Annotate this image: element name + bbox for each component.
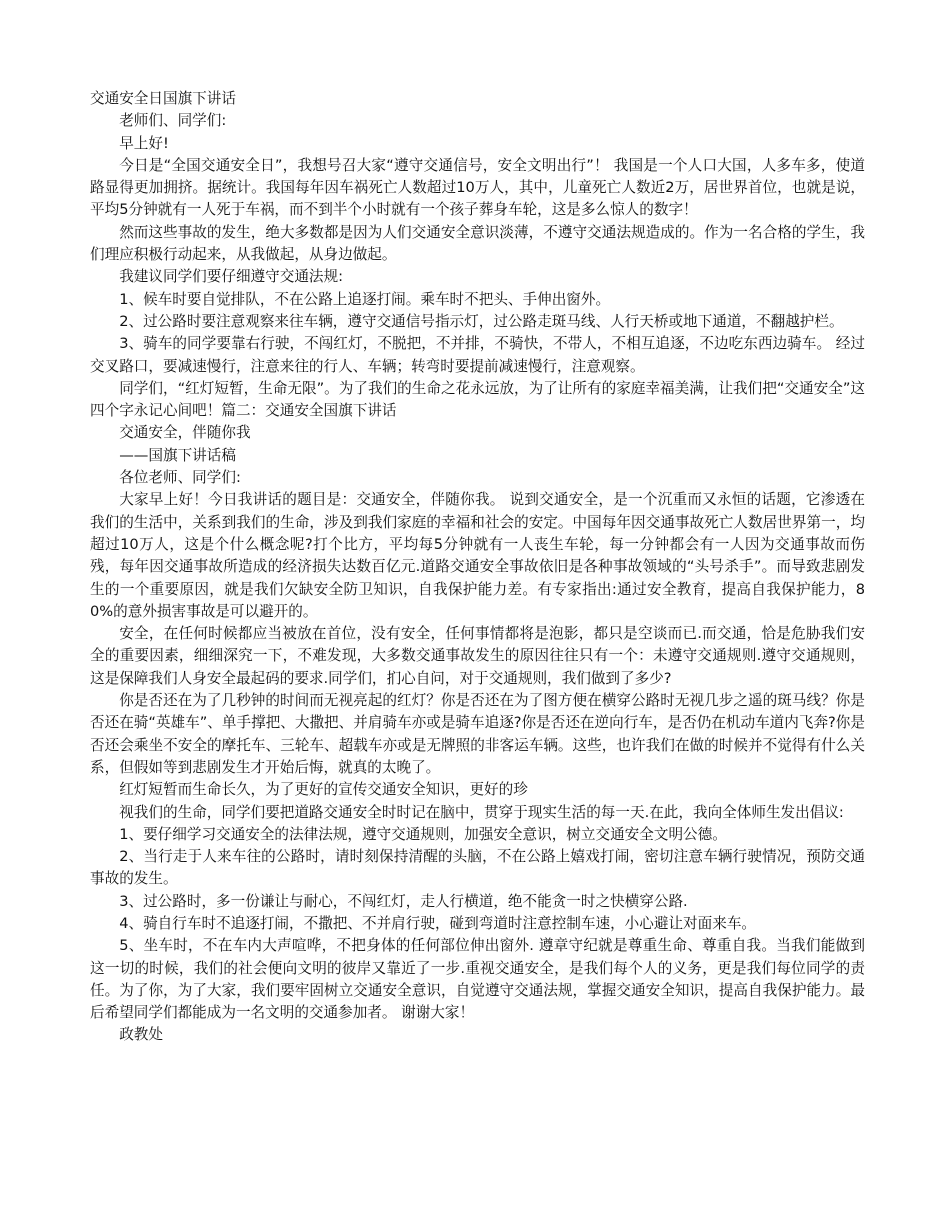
paragraph: 视我们的生命，同学们要把道路交通安全时时记在脑中，贯穿于现实生活的每一天.在此，我向全体师生发出倡议: xyxy=(119,803,844,821)
paragraph: 同学们，“红灯短暂，生命无限”。为了我们的生命之花永远放，为了让所有的家庭幸福美满，让我们把“交通安全”这四个字永记心间吧！篇二：交通安全国旗下讲话 xyxy=(90,379,865,420)
list-item: 2、过公路时要注意观察来往车辆，遵守交通信号指示灯，过公路走斑马线、人行天桥或地下通道，不翻越护栏。 xyxy=(119,312,844,330)
list-item: 1、候车时要自觉排队，不在公路上追逐打闹。乘车时不把头、手伸出窗外。 xyxy=(119,290,611,308)
list-item: 3、过公路时，多一份谦让与耐心，不闯红灯，走人行横道，绝不能贪一时之快横穿公路. xyxy=(119,892,688,910)
list-item: 1、要仔细学习交通安全的法律法规，遵守交通规则，加强安全意识，树立交通安全文明公德。 xyxy=(119,825,727,843)
salutation: 老师们、同学们: xyxy=(119,112,227,130)
paragraph: 红灯短暂而生命长久，为了更好的宣传交通安全知识，更好的珍 xyxy=(119,781,528,799)
salutation: 各位老师、同学们: xyxy=(119,469,241,487)
paragraph: 今日是“全国交通安全日”，我想号召大家“遵守交通信号，安全文明出行”！ 我国是一个人口大国，人多车多，使道路显得更加拥挤。据统计。我国每年因车祸死亡人数超过10万人，其中，儿童死亡人数近2万，居世界首位，也就是说，平均5分钟就有一人死于车祸，而不到半个小时就有一个孩子葬身车轮，这是多么惊人的数字！ xyxy=(90,156,865,219)
paragraph: 你是否还在为了几秒钟的时间而无视亮起的红灯？你是否还在为了图方便在横穿公路时无视几步之遥的斑马线？你是否还在骑“英雄车”、单手撑把、大撒把、并肩骑车亦或是骑车追逐?你是否还在逆向行车，是否仍在机动车道内飞奔?你是否还会乘坐不安全的摩托车、三轮车、超载车亦或是无牌照的非客运车辆。这些，也许我们在做的时候并不觉得有什么关系，但假如等到悲剧发生才开始后悔，就真的太晚了。 xyxy=(90,692,865,776)
paragraph: 大家早上好！今日我讲话的题目是：交通安全，伴随你我。 说到交通安全，是一个沉重而又永恒的话题，它渗透在我们的生活中，关系到我们的生命，涉及到我们家庭的幸福和社会的安定。中国每年因交通事故死亡人数居世界第一，均超过10万人，这是个什么概念呢?打个比方，平均每5分钟就有一人丧生车轮，每一分钟都会有一人因为交通事故而伤残，每年因交通事故所造成的经济损失达数百亿元.道路交通安全事故依旧是各种事故领域的“头号杀手”。而导致悲剧发生的一个重要原因，就是我们欠缺安全防卫知识，自我保护能力差。有专家指出:通过安全教育，提高自我保护能力，80%的意外损害事故是可以避开的。 xyxy=(90,491,865,620)
greeting: 早上好! xyxy=(119,134,169,152)
document-title: 交通安全日国旗下讲话 xyxy=(90,90,236,107)
paragraph: 我建议同学们要仔细遵守交通法规: xyxy=(119,268,344,286)
paragraph: 然而这些事故的发生，绝大多数都是因为人们交通安全意识淡薄，不遵守交通法规造成的。作为一名合格的学生，我们理应积极行动起来，从我做起，从身边做起。 xyxy=(90,223,865,264)
document-body xyxy=(90,88,865,1047)
list-item: 3、骑车的同学要靠右行驶，不闯红灯，不脱把，不并排，不骑快，不带人，不相互追逐，不边吃东西边骑车。 经过交叉路口，要减速慢行，注意来往的行人、车辆；转弯时要提前减速慢行，注意观察。 xyxy=(90,335,865,375)
section-subheading: ——国旗下讲话稿 xyxy=(119,446,236,464)
list-item: 5、坐车时，不在车内大声喧哗，不把身体的任何部位伸出窗外. 遵章守纪就是尊重生命、尊重自我。当我们能做到这一切的时候，我们的社会便向文明的彼岸又靠近了一步.重视交通安全，是我们每个人的义务，更是我们每位同学的责任。为了你，为了大家，我们要牢固树立交通安全意识，自觉遵守交通法规，掌握交通安全知识，提高自我保护能力。最后希望同学们都能成为一名文明的交通参加者。 谢谢大家！ xyxy=(90,937,865,1022)
section-heading: 交通安全，伴随你我 xyxy=(119,424,251,442)
signature: 政教处 xyxy=(119,1026,163,1044)
list-item: 4、骑自行车时不追逐打闹，不撒把、不并肩行驶，碰到弯道时注意控制车速，小心避让对面来车。 xyxy=(119,914,757,932)
list-item: 2、当行走于人来车往的公路时，请时刻保持清醒的头脑，不在公路上嬉戏打闹，密切注意车辆行驶情况，预防交通事故的发生。 xyxy=(90,848,865,888)
paragraph: 安全，在任何时候都应当被放在首位，没有安全，任何事情都将是泡影，都只是空谈而已.而交通，恰是危胁我们安全的重要因素，细细深究一下，不难发现，大多数交通事故发生的原因往往只有一个：未遵守交通规则.遵守交通规则，这是保障我们人身安全最起码的要求.同学们，扪心自问，对于交通规则，我们做到了多少? xyxy=(90,625,865,687)
